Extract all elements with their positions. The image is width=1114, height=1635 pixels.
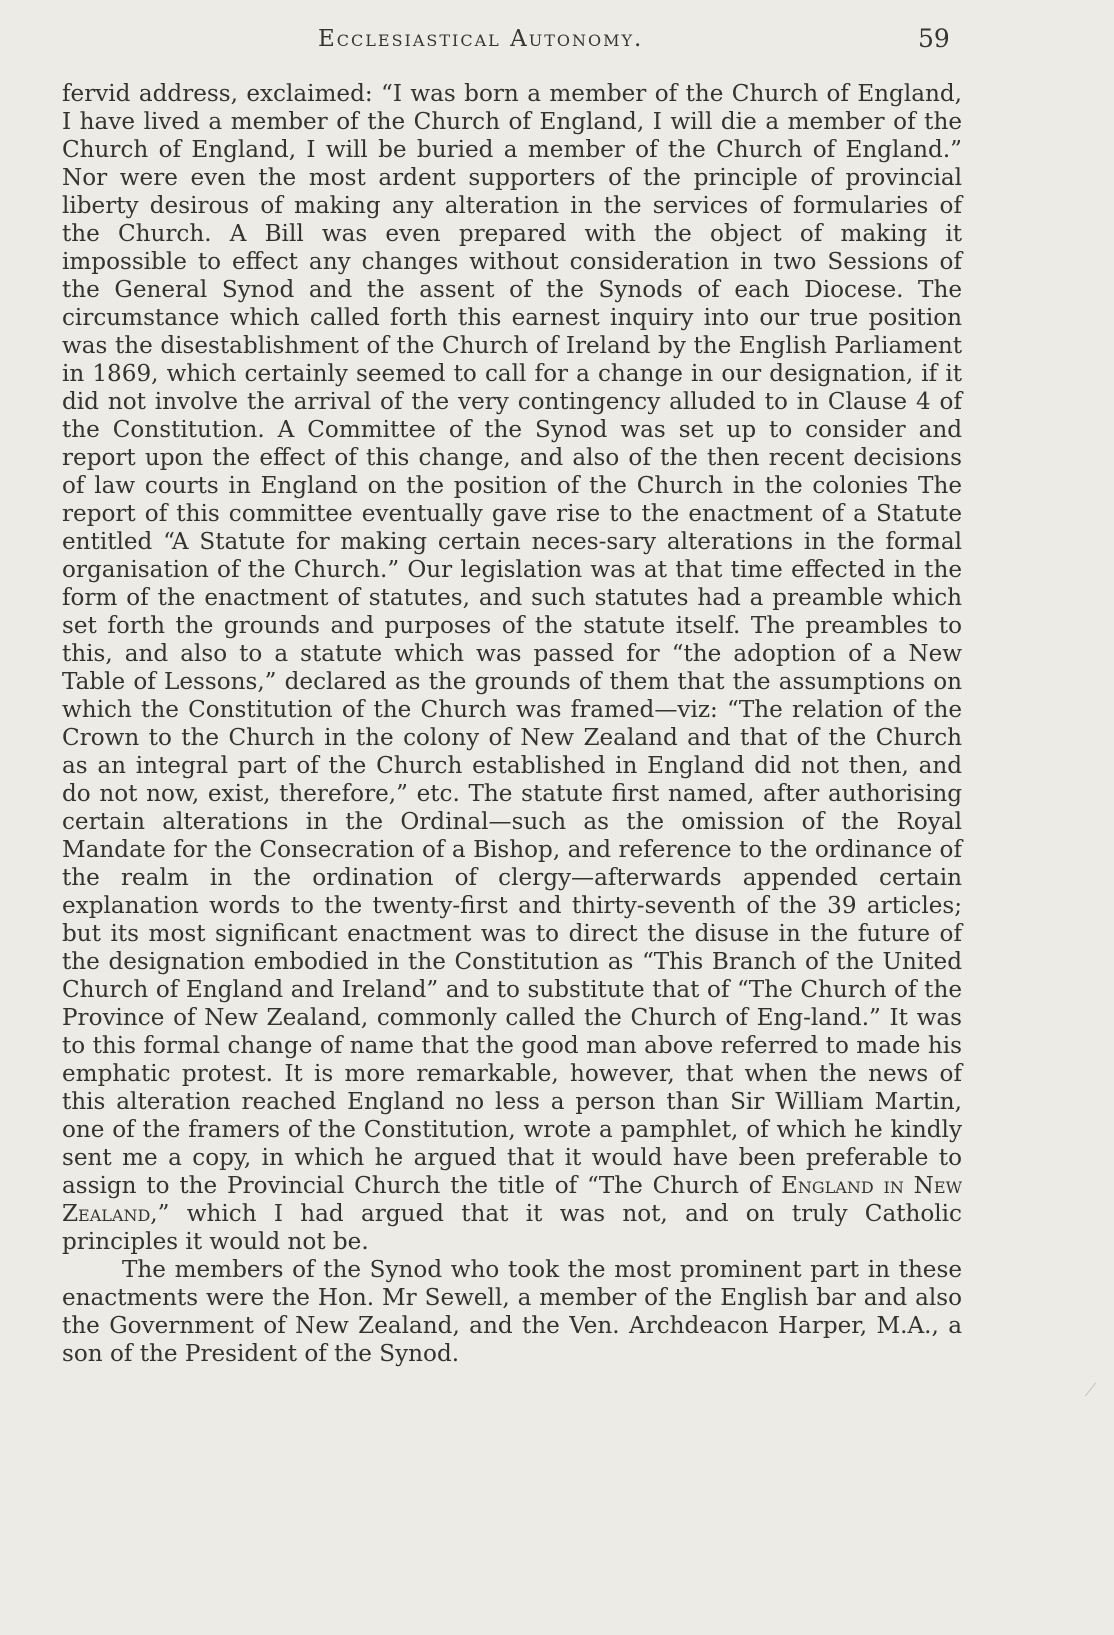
paragraph-2: The members of the Synod who took the most prominent part in these enactments were the Hon. Mr Sewell, a member of the English bar and also the Government of New Zealand, and the Ven. Archdeacon Harper, M.A., a son of the President of the Synod. [62,1257,962,1367]
paragraph-1-text: fervid address, exclaimed: “I was born a member of the Church of England, I have lived a member of the Church of England, I will die a member of the Church of England, I will be buried a member of the Church of England.” Nor were even the most ardent supporters of the principle of provincial liberty desirous of making any alteration in the services of formularies of the Church. A Bill was even prepared with the object of making it impossible to effect any changes without consideration in two Sessions of the General Synod and the assent of the Synods of each Diocese. The circumstance which called forth this earnest inquiry into our true position was the disestablishment of the Church of Ireland by the English Parliament in 1869, which certainly seemed to call for a change in our designation, if it did not involve the arrival of the very contingency alluded to in Clause 4 of the Constitution. A Committee of the Synod was set up to consider and report upon the effect of this change, and also of the then recent decisions of law courts in England on the position of the Church in the colonies The report of this committee eventually gave rise to the enactment of a Statute entitled “A Statute for making certain neces-sary alterations in the formal organisation of the Church.” Our legislation was at that time effected in the form of the enactment of statutes, and such statutes had a preamble which set forth the grounds and purposes of the statute itself. The preambles to this, and also to a statute which was passed for “the adoption of a New Table of Lessons,” declared as the grounds of them that the assumptions on which the Constitution of the Church was framed—viz: “The relation of the Crown to the Church in the colony of New Zealand and that of the Church as an integral part of the Church established in England did not then, and do not now, exist, therefore,” etc. The statute first named, after authorising certain alterations in the Ordinal—such as the omission of the Royal Mandate for the Consecration of a Bishop, and reference to the ordinance of the realm in the ordination of clergy—afterwards appended certain explanation words to the twenty-first and thirty-seventh of the 39 articles; but its most significant enactment was to direct the disuse in the future of the designation embodied in the Constitution as “This Branch of the United Church of England and Ireland” and to substitute that of “The Church of the Province of New Zealand, commonly called the Church of Eng-land.” It was to this formal change of name that the good man above referred to made his emphatic protest. It is more remarkable, however, that when the news of this alteration reached England no less a person than Sir William Martin, one of the framers of the Constitution, wrote a pamphlet, of which he kindly sent me a copy, in which he argued that it would have been preferable to assign to the Provincial Church the title of “The Church of [62,81,962,1199]
paragraph-1-ending: ,” which I had argued that it was not, and on truly Catholic principles it would not be. [62,1201,962,1255]
small-caps-title: England in New Zealand [62,1173,963,1227]
paragraph-1 [62,80,962,1256]
running-title: Ecclesiastical Autonomy. [318,26,644,52]
running-head [0,24,1114,60]
pencil-mark [1085,1382,1096,1396]
page-number: 59 [918,24,950,53]
body-text [62,80,962,1368]
